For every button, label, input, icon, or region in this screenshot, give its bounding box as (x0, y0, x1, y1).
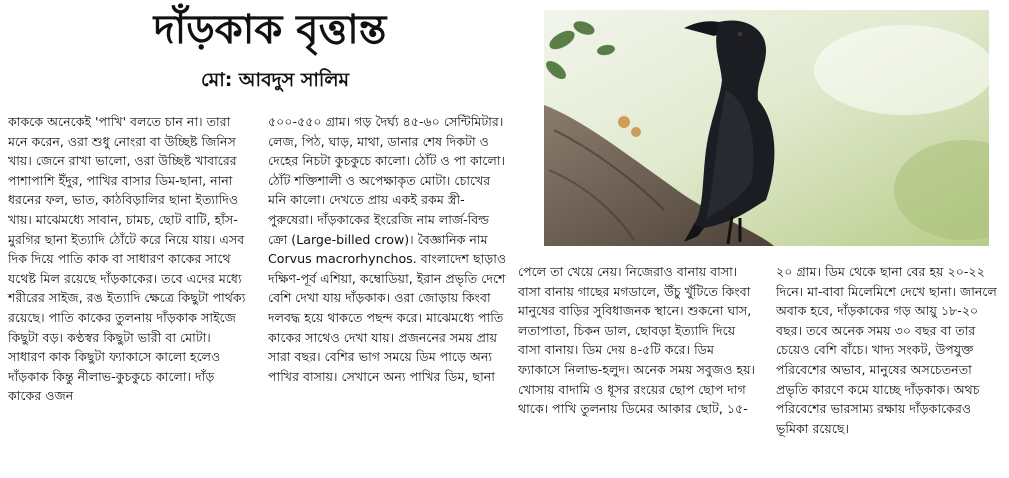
article-paragraph: কাককে অনেকেই 'পাখি' বলতে চান না। তারা মনে করেন, ওরা শুধু নোংরা বা উচ্ছিষ্ট জিনিস খায়। জেনে রাখা ভালো, ওরা উচ্ছিষ্ট খাবারের পাশাপাশি ইঁদুর, পাখির বাসার ডিম-ছানা, নানা ধরনের ফল, ভাত, কাঠবিড়ালির ছানা ইত্যাদিও খায়। মাঝেমধ্যে সাবান, চামচ, ছোট বাটি, হাঁস-মুরগির ছানা ইত্যাদি ঠোঁটে করে নিয়ে যায়। এসব দিক দিয়ে পাতি কাক বা সাধারণ কাকের সাথে যথেষ্ট মিল রয়েছে দাঁড়কাকের। তবে এদের মধ্যে শরীরের সাইজ, রঙ ইত্যাদি ক্ষেত্রে কিছুটা পার্থক্য রয়েছে। পাতি কাকের তুলনায় দাঁড়কাক সাইজে কিছুটা বড়। কণ্ঠস্বর কিছুটা ভারী বা মোটা। সাধারণ কাক কিছুটা ফ্যাকাসে কালো হলেও দাঁড়কাক কিন্তু নীলাভ-কুচকুচে কালো। দাঁড় কাকের ওজন (8, 114, 246, 404)
page-title: দাঁড়কাক বৃত্তান্ত (153, 7, 387, 53)
crow-icon (544, 10, 989, 246)
text-column-2 (268, 112, 508, 386)
text-column-4 (776, 262, 1002, 438)
article-paragraph: ২০ গ্রাম। ডিম থেকে ছানা বের হয় ২০-২২ দিনে। মা-বাবা মিলেমিশে দেখে ছানা। জানলে অবাক হবে, দাঁড়কাকের গড় আয়ু ১৮-২০ বছর। তবে অনেক সময় ৩০ বছর বা তার চেয়েও বেশি বাঁচে। খাদ্য সংকট, উপযুক্ত পরিবেশের অভাব, মানুষের অসচেতনতা প্রভৃতি কারণে কমে যাচ্ছে দাঁড়কাক। অথচ পরিবেশের ভারসাম্য রক্ষায় দাঁড়কাকেরও ভূমিকা রয়েছে। (776, 264, 997, 436)
article-paragraph: ৫০০-৫৫০ গ্রাম। গড় দৈর্ঘ্য ৪৫-৬০ সেন্টিমিটার। লেজ, পিঠ, ঘাড়, মাথা, ডানার শেষ দিকটা ও দেহের নিচটা কুচকুচে কালো। ঠোঁট ও পা কালো। ঠোঁট শক্তিশালী ও অপেক্ষাকৃত মোটা। চোখের মনি কালো। দেখতে প্রায় একই রকম স্ত্রী-পুরুষেরা। দাঁড়কাকের ইংরেজি নাম লার্জ-বিল্ড ক্রো (Large-billed crow)। বৈজ্ঞানিক নাম Corvus macrorhynchos. বাংলাদেশ ছাড়াও দক্ষিণ-পূর্ব এশিয়া, কম্বোডিয়া, ইরান প্রভৃতি দেশে বেশি দেখা যায় দাঁড়কাক। ওরা জোড়ায় কিংবা দলবদ্ধ হয়ে থাকতে পছন্দ করে। মাঝেমধ্যে পাতি কাকের সাথেও দেখা যায়। প্রজননের সময় প্রায় সারা বছর। বেশির ভাগ সময়ে ডিম পাড়ে অন্য পাখির বাসায়। সেখানে অন্য পাখির ডিম, ছানা (268, 114, 507, 384)
article-paragraph: পেলে তা খেয়ে নেয়। নিজেরাও বানায় বাসা। বাসা বানায় গাছের মগডালে, উঁচু খুঁটিতে কিংবা মানুষের বাড়ির সুবিধাজনক স্থানে। শুকনো ঘাস, লতাপাতা, চিকন ডাল, ছোবড়া ইত্যাদি দিয়ে বাসা বানায়। ডিম দেয় ৪-৫টি করে। ডিম ফ্যাকাসে নিলাভ-হলুদ। অনেক সময় সবুজও হয়। খোসায় বাদামি ও ধূসর রংয়ের ছোপ ছোপ দাগ থাকে। পাখি তুলনায় ডিমের আকার ছোট, ১৫- (518, 264, 755, 417)
author-byline: মো: আবদুস সালিম (200, 69, 350, 91)
crow-photo (544, 10, 989, 246)
text-column-3 (518, 262, 756, 419)
text-column-1 (8, 112, 248, 406)
